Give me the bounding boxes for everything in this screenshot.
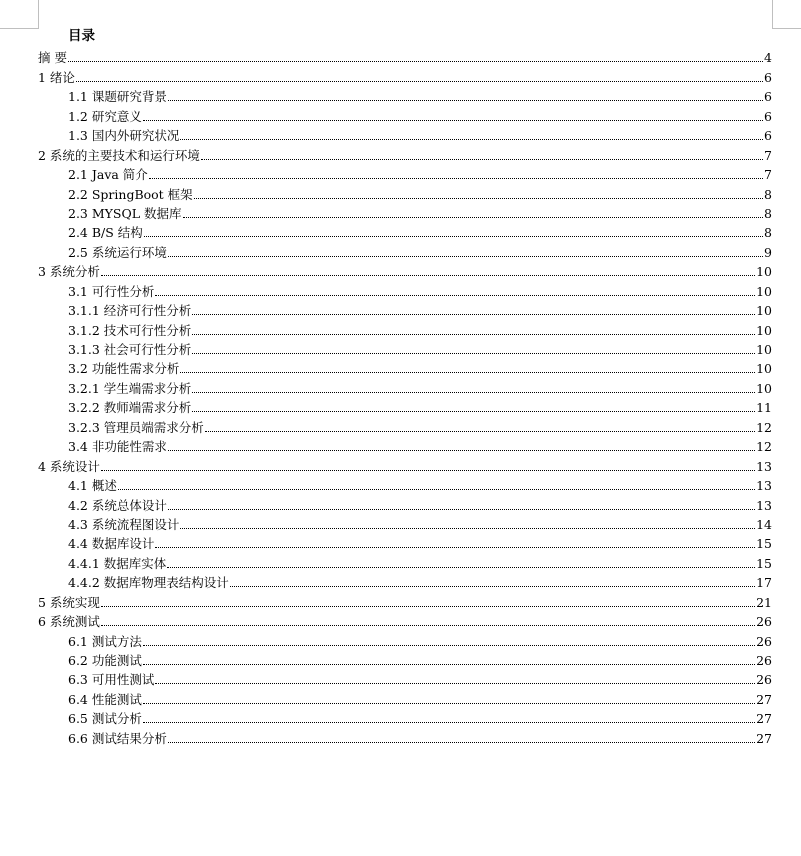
toc-entry[interactable] (38, 221, 772, 240)
toc-entry[interactable] (38, 143, 772, 162)
toc-entry-label: 1.2 研究意义 (68, 108, 142, 124)
toc-entry-page-number: 8 (764, 225, 772, 241)
toc-entry-label: 6.5 测试分析 (68, 711, 142, 727)
toc-dot-leader (192, 392, 755, 393)
toc-entry-page-number: 26 (756, 672, 772, 688)
toc-entry[interactable] (38, 357, 772, 376)
toc-entry-page-number: 10 (756, 303, 772, 319)
toc-entry-label: 2.3 MYSQL 数据库 (68, 205, 182, 221)
toc-entry-label: 3.4 非功能性需求 (68, 439, 167, 455)
toc-entry-label: 1.3 国内外研究状况 (68, 128, 180, 144)
toc-entry-label: 2.4 B/S 结构 (68, 225, 143, 241)
toc-entry[interactable] (38, 318, 772, 337)
toc-entry[interactable] (38, 376, 772, 395)
toc-entry-label: 6.2 功能测试 (68, 653, 142, 668)
toc-entry-page-number: 12 (756, 439, 772, 455)
toc-entry-page-number: 6 (764, 69, 772, 85)
toc-dot-leader (76, 81, 763, 82)
toc-dot-leader (168, 256, 763, 257)
toc-dot-leader (155, 683, 755, 684)
toc-entry-label: 3.2 功能性需求分析 (68, 361, 180, 377)
toc-entry-page-number: 4 (764, 50, 772, 66)
toc-dot-leader (143, 645, 755, 646)
toc-entry-page-number: 11 (756, 400, 772, 416)
toc-entry[interactable] (38, 415, 772, 434)
toc-entry[interactable] (38, 299, 772, 318)
toc-entry-label: 3.2.3 管理员端需求分析 (68, 419, 204, 435)
toc-dot-leader (168, 509, 755, 510)
toc-entry-page-number: 9 (764, 244, 772, 260)
toc-entry-label: 4.1 概述 (68, 478, 117, 494)
toc-dot-leader (144, 236, 763, 237)
toc-entry[interactable] (38, 85, 772, 104)
toc-entry-page-number: 14 (756, 516, 772, 532)
toc-entry[interactable] (38, 435, 772, 454)
toc-entry[interactable] (38, 260, 772, 279)
toc-dot-leader (192, 334, 755, 335)
toc-entry-label: 1.1 课题研究背景 (68, 89, 167, 105)
toc-entry[interactable] (38, 590, 772, 609)
toc-entry[interactable] (38, 649, 772, 668)
toc-entry[interactable] (38, 279, 772, 298)
toc-dot-leader (101, 470, 755, 471)
toc-entry-label: 6 系统测试 (38, 614, 100, 630)
toc-entry[interactable] (38, 629, 772, 648)
toc-entry[interactable] (38, 338, 772, 357)
toc-entry-page-number: 6 (764, 89, 772, 105)
toc-dot-leader (155, 547, 755, 548)
toc-entry-label: 2.2 SpringBoot 框架 (68, 186, 193, 202)
toc-dot-leader (143, 722, 755, 723)
toc-dot-leader (180, 139, 763, 140)
toc-entry-label: 4.3 系统流程图设计 (68, 516, 180, 532)
toc-dot-leader (192, 314, 755, 315)
toc-entry-page-number: 12 (756, 419, 772, 435)
toc-entry-page-number: 10 (756, 264, 772, 280)
toc-entry[interactable] (38, 65, 772, 84)
toc-dot-leader (168, 450, 755, 451)
toc-entry[interactable] (38, 240, 772, 259)
toc-entry-label: 6.1 测试方法 (68, 633, 142, 649)
toc-entry-page-number: 10 (756, 283, 772, 299)
toc-entry-label: 4.4.1 数据库实体 (68, 555, 167, 571)
toc-entry[interactable] (38, 454, 772, 473)
toc-entry-page-number: 17 (756, 575, 772, 591)
toc-entry-page-number: 15 (756, 536, 772, 552)
table-of-contents (38, 46, 772, 746)
toc-entry-page-number: 10 (756, 361, 772, 377)
toc-dot-leader (118, 489, 755, 490)
toc-entry[interactable] (38, 571, 772, 590)
toc-dot-leader (143, 120, 763, 121)
toc-entry-label: 3.1 可行性分析 (68, 283, 155, 299)
toc-dot-leader (101, 606, 755, 607)
toc-entry-label: 2.5 系统运行环境 (68, 244, 167, 260)
toc-entry[interactable] (38, 493, 772, 512)
toc-dot-leader (192, 353, 755, 354)
toc-dot-leader (155, 295, 755, 296)
toc-entry[interactable] (38, 707, 772, 726)
toc-dot-leader (194, 198, 763, 199)
toc-entry-label: 3.2.2 教师端需求分析 (68, 400, 192, 416)
toc-entry-page-number: 13 (756, 458, 772, 474)
toc-entry-page-number: 26 (756, 633, 772, 649)
toc-dot-leader (183, 217, 764, 218)
toc-dot-leader (192, 411, 755, 412)
toc-dot-leader (167, 567, 755, 568)
toc-entry-page-number: 7 (764, 167, 772, 183)
toc-entry-page-number: 7 (764, 147, 772, 163)
toc-entry-page-number: 27 (756, 711, 772, 727)
toc-entry-label: 3.1.3 社会可行性分析 (68, 342, 192, 357)
toc-entry[interactable] (38, 610, 772, 629)
toc-entry-page-number: 10 (756, 342, 772, 357)
toc-entry-label: 5 系统实现 (38, 594, 100, 610)
toc-entry-page-number: 15 (756, 555, 772, 571)
toc-entry-page-number: 8 (764, 186, 772, 202)
toc-entry[interactable] (38, 668, 772, 687)
toc-entry-page-number: 6 (764, 108, 772, 124)
toc-entry[interactable] (38, 513, 772, 532)
toc-entry-label: 3.2.1 学生端需求分析 (68, 380, 192, 396)
toc-entry-label: 3.1.2 技术可行性分析 (68, 322, 192, 338)
toc-entry-label: 6.3 可用性测试 (68, 672, 155, 688)
toc-entry-label: 2 系统的主要技术和运行环境 (38, 147, 200, 163)
toc-entry[interactable] (38, 551, 772, 570)
toc-dot-leader (101, 275, 755, 276)
toc-entry-label: 4.2 系统总体设计 (68, 497, 167, 513)
toc-entry[interactable] (38, 104, 772, 123)
toc-entry[interactable] (38, 182, 772, 201)
toc-dot-leader (168, 742, 755, 743)
page-margin-mark-top-left (0, 0, 39, 29)
toc-entry[interactable] (38, 687, 772, 706)
toc-entry-label: 4 系统设计 (38, 458, 100, 474)
toc-dot-leader (68, 61, 763, 62)
toc-entry-label: 3 系统分析 (38, 264, 100, 280)
toc-entry-page-number: 10 (756, 322, 772, 338)
toc-entry-page-number: 27 (756, 691, 772, 707)
toc-entry[interactable] (38, 202, 772, 221)
toc-entry[interactable] (38, 163, 772, 182)
toc-entry-page-number: 13 (756, 497, 772, 513)
toc-dot-leader (149, 178, 763, 179)
toc-dot-leader (143, 664, 755, 665)
toc-entry-label: 6.4 性能测试 (68, 691, 142, 707)
page-margin-mark-top-right (772, 0, 801, 29)
toc-entry-page-number: 21 (756, 594, 772, 610)
toc-entry-page-number: 27 (756, 730, 772, 746)
toc-dot-leader (168, 100, 763, 101)
toc-entry-page-number: 26 (756, 653, 772, 668)
toc-entry[interactable] (38, 124, 772, 143)
toc-title: 目录 (68, 28, 95, 44)
toc-dot-leader (180, 372, 755, 373)
toc-entry-label: 1 绪论 (38, 69, 75, 85)
toc-entry-label: 6.6 测试结果分析 (68, 730, 167, 746)
toc-entry[interactable] (38, 474, 772, 493)
toc-entry-label: 摘 要 (38, 50, 67, 66)
toc-entry-page-number: 10 (756, 380, 772, 396)
toc-entry[interactable] (38, 532, 772, 551)
toc-entry-label: 4.4 数据库设计 (68, 536, 155, 552)
toc-entry-label: 4.4.2 数据库物理表结构设计 (68, 575, 229, 591)
toc-entry-page-number: 8 (764, 205, 772, 221)
toc-entry-page-number: 26 (756, 614, 772, 630)
toc-dot-leader (143, 703, 755, 704)
toc-entry[interactable] (38, 396, 772, 415)
toc-entry-label: 2.1 Java 简介 (68, 167, 148, 183)
toc-entry[interactable] (38, 726, 772, 745)
toc-entry-label: 3.1.1 经济可行性分析 (68, 303, 192, 319)
toc-entry-page-number: 6 (764, 128, 772, 144)
toc-dot-leader (180, 528, 755, 529)
toc-dot-leader (230, 586, 755, 587)
toc-entry-page-number: 13 (756, 478, 772, 494)
toc-entry[interactable] (38, 46, 772, 65)
toc-dot-leader (205, 431, 755, 432)
toc-dot-leader (101, 625, 755, 626)
toc-dot-leader (201, 159, 763, 160)
